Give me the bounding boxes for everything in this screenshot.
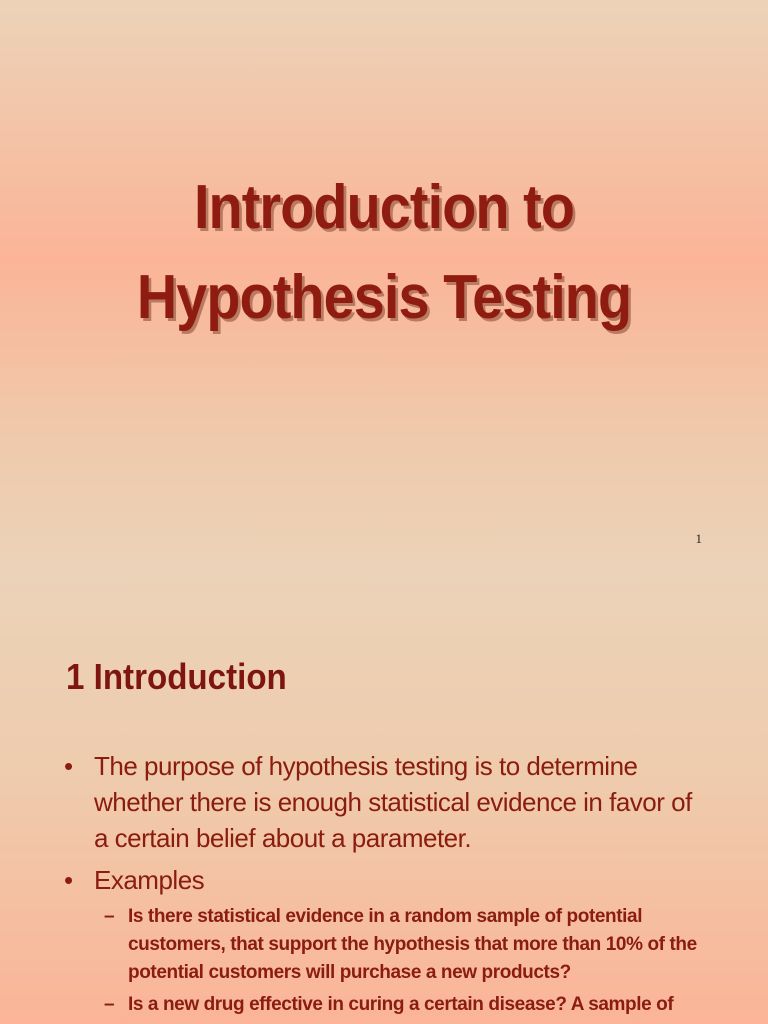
slide-title-line-2: Hypothesis Testing [136, 263, 632, 332]
slide-introduction [0, 576, 768, 1024]
bullet-marker: • [64, 751, 73, 781]
slide-title-line-1: Introduction to [193, 173, 575, 242]
sub-bullet-drug [104, 991, 704, 1019]
sub-bullet-marker: – [104, 994, 115, 1015]
bullet-text: Examples [94, 865, 205, 895]
sub-bullet-customers [104, 903, 704, 987]
section-heading: 1 Introduction [66, 656, 287, 697]
sub-bullet-marker: – [104, 906, 115, 927]
sub-bullet-text: Is there statistical evidence in a random sample of potential customers, that support the hypothesis that more than 10% of the potential customers will purchase a new products? [128, 906, 697, 983]
sub-bullet-text: Is a new drug effective in curing a certain disease? A sample of [128, 994, 674, 1015]
bullet-text: The purpose of hypothesis testing is to determine whether there is enough statistical evidence in favor of a certain belief about a parameter. [94, 751, 692, 853]
bullet-item-examples [64, 862, 704, 898]
bullet-marker: • [64, 865, 73, 895]
bullet-item-purpose [64, 748, 704, 856]
page-number: 1 [695, 531, 702, 546]
